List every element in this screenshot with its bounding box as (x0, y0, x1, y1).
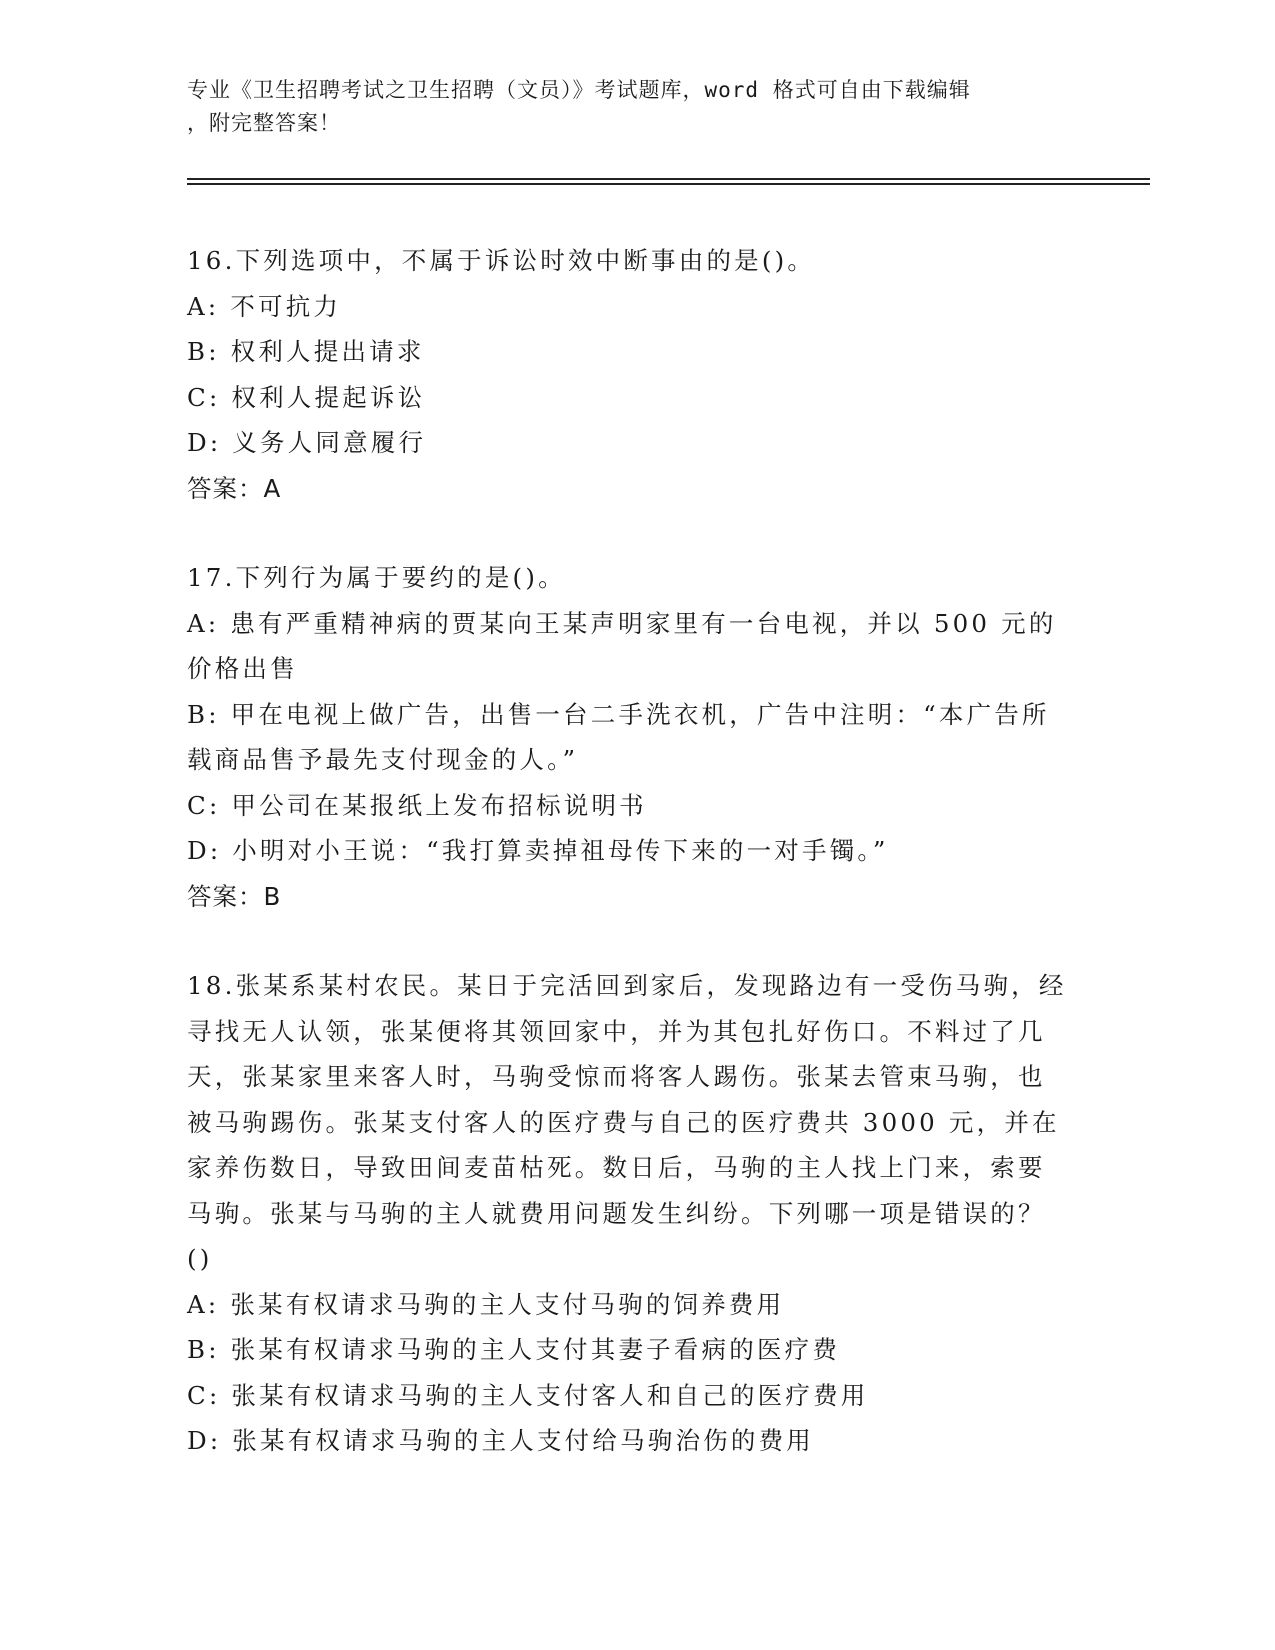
answer-label: 答案：B (187, 881, 282, 911)
option-c: C: 张某有权请求马驹的主人支付客人和自己的医疗费用 (187, 1380, 869, 1410)
header-divider-bottom (187, 183, 1150, 185)
option-a: A: 不可抗力 (187, 291, 342, 321)
answer-label: 答案：A (187, 473, 282, 503)
option-b: B: 张某有权请求马驹的主人支付其妻子看病的医疗费 (187, 1335, 841, 1364)
header-line-1: 专业《卫生招聘考试之卫生招聘（文员）》考试题库，word 格式可自由下载编辑 (187, 78, 971, 102)
option-d: D: 小明对小王说：“我打算卖掉祖母传下来的一对手镯。” (187, 836, 889, 865)
question-list (187, 238, 1067, 1508)
option-b: B: 甲在电视上做广告，出售一台二手洗衣机，广告中注明：“本广告所载商品售予最先支付现金的人。” (187, 699, 1050, 774)
question-18 (187, 963, 1067, 1464)
question-stem: 16.下列选项中，不属于诉讼时效中断事由的是()。 (187, 246, 816, 275)
question-16 (187, 238, 1067, 511)
header-line-2: ，附完整答案！ (187, 111, 341, 135)
header-divider-top (187, 178, 1150, 180)
option-d: D: 义务人同意履行 (187, 428, 427, 457)
question-stem: 17.下列行为属于要约的是()。 (187, 563, 566, 592)
option-a: A: 张某有权请求马驹的主人支付马驹的饲养费用 (187, 1289, 785, 1319)
option-a: A: 患有严重精神病的贾某向王某声明家里有一台电视，并以 500 元的价格出售 (187, 608, 1057, 683)
option-b: B: 权利人提出请求 (187, 337, 425, 366)
option-d: D: 张某有权请求马驹的主人支付给马驹治伤的费用 (187, 1426, 814, 1455)
document-header (187, 74, 1067, 140)
option-c: C: 甲公司在某报纸上发布招标说明书 (187, 790, 647, 820)
option-c: C: 权利人提起诉讼 (187, 382, 426, 412)
question-17 (187, 555, 1067, 919)
question-stem: 18.张某系某村农民。某日于完活回到家后，发现路边有一受伤马驹，经寻找无人认领，张某便将其领回家中，并为其包扎好伤口。不料过了几天，张某家里来客人时，马驹受惊而将客人踢伤。张某去管束马驹，也被马驹踢伤。张某支付客人的医疗费与自己的医疗费共 3000 元，并在家养伤数日，导致田间麦苗枯死。数日后，马驹的主人找上门来，索要马驹。张某与马驹的主人就费用问题发生纠纷。下列哪一项是错误的？() (187, 971, 1067, 1273)
